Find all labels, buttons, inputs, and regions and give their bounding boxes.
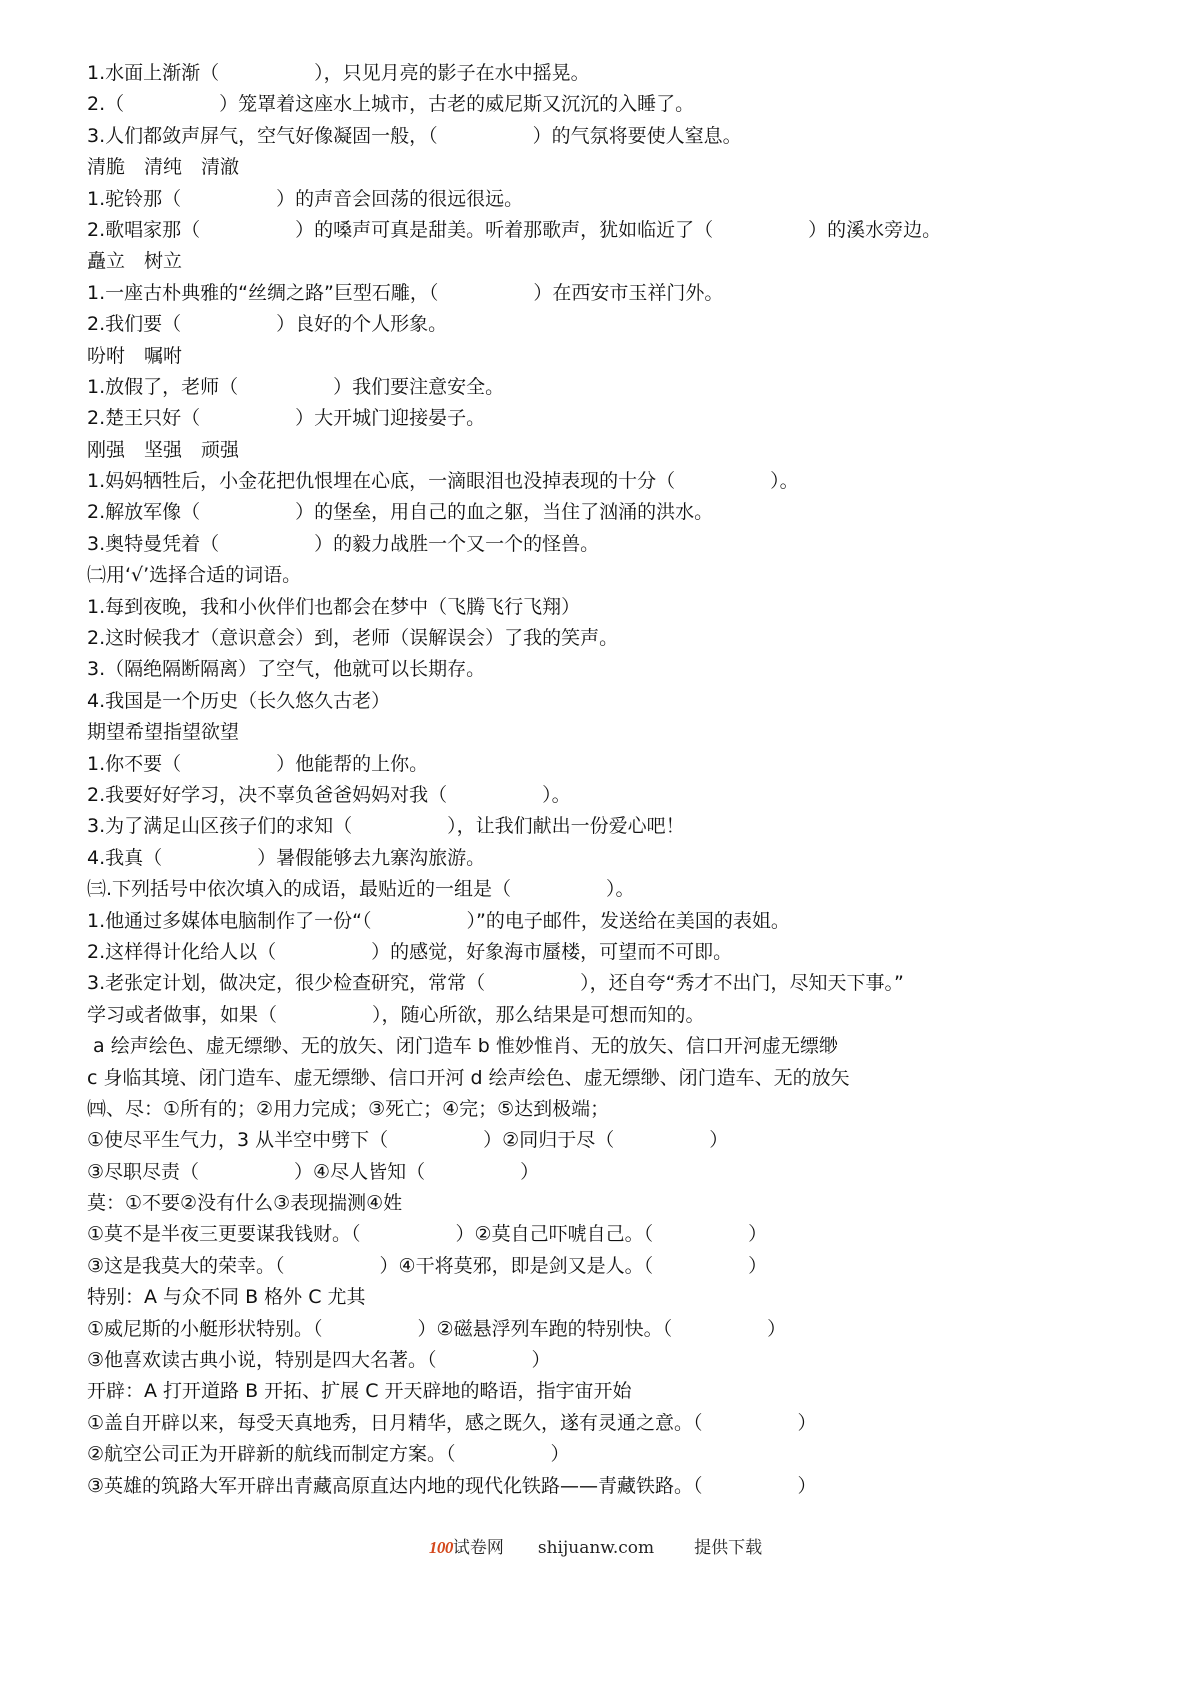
text-line: ①使尽平生气力，3 从半空中劈下（ ）②同归于尽（ ） xyxy=(87,1129,729,1152)
text-line: 1.驼铃那（ ）的声音会回荡的很远很远。 xyxy=(87,187,524,210)
text-line: ㈢.下列括号中依次填入的成语，最贴近的一组是（ ）。 xyxy=(87,878,635,901)
text-line: ㈡用‘√’选择合适的词语。 xyxy=(87,564,302,587)
text-line: 1.水面上渐渐（ ），只见月亮的影子在水中摇晃。 xyxy=(87,62,590,84)
text-line: 1.每到夜晚，我和小伙伴们也都会在梦中（飞腾飞行飞翔） xyxy=(87,595,581,618)
text-line: ①莫不是半夜三更要谋我钱财。（ ）②莫自己吓唬自己。（ ） xyxy=(87,1223,768,1246)
text-line: ②航空公司正为开辟新的航线而制定方案。（ ） xyxy=(87,1443,570,1466)
text-line: ①盖自开辟以来，每受天真地秀，日月精华，感之既久，遂有灵通之意。（ ） xyxy=(87,1411,817,1434)
text-line: 3.奥特曼凭着（ ）的毅力战胜一个又一个的怪兽。 xyxy=(87,532,600,555)
text-line: 1.你不要（ ）他能帮的上你。 xyxy=(87,752,429,775)
footer-tagline: 提供下载 xyxy=(694,1538,763,1558)
text-line: 2.这时候我才（意识意会）到，老师（误解误会）了我的笑声。 xyxy=(87,627,619,650)
text-line: ㈣、尽：①所有的；②用力完成；③死亡；④完；⑤达到极端； xyxy=(87,1097,610,1120)
text-line: 2.（ ）笼罩着这座水上城市，古老的威尼斯又沉沉的入睡了。 xyxy=(87,93,695,116)
text-line: 4.我真（ ）暑假能够去九寨沟旅游。 xyxy=(87,846,486,869)
text-line: ③这是我莫大的荣幸。（ ）④干将莫邪，即是剑又是人。（ ） xyxy=(87,1254,768,1277)
text-line: 2.歌唱家那（ ）的嗓声可真是甜美。听着那歌声，犹如临近了（ ）的溪水旁边。 xyxy=(87,218,942,241)
text-line: ③英雄的筑路大军开辟出青藏高原直达内地的现代化铁路——青藏铁路。（ ） xyxy=(87,1474,817,1497)
text-line: 1.放假了，老师（ ）我们要注意安全。 xyxy=(87,375,505,398)
site-domain: shijuanw.com xyxy=(537,1538,655,1558)
document-body xyxy=(87,58,1147,1502)
text-line: 3.（隔绝隔断隔离）了空气，他就可以长期存。 xyxy=(87,658,486,681)
text-line: 4.我国是一个历史（长久悠久古老） xyxy=(87,689,391,712)
text-line: c 身临其境、闭门造车、虚无缥缈、信口开河 d 绘声绘色、虚无缥缈、闭门造车、无的放矢 xyxy=(87,1066,850,1089)
site-name: 试卷网 xyxy=(452,1538,504,1558)
text-line: ③尽职尽责（ ）④尽人皆知（ ） xyxy=(87,1160,540,1183)
text-line: 3.老张定计划，做决定，很少检查研究，常常（ ），还自夸“秀才不出门，尽知天下事。” xyxy=(87,972,904,995)
text-line: 2.这样得计化给人以（ ）的感觉，好象海市蜃楼，可望而不可即。 xyxy=(87,940,733,963)
text-line: 2.我要好好学习，决不辜负爸爸妈妈对我（ ）。 xyxy=(87,783,571,806)
text-line: 1.妈妈牺牲后，小金花把仇恨埋在心底，一滴眼泪也没掉表现的十分（ ）。 xyxy=(87,470,799,493)
text-line: 矗立 树立 xyxy=(87,250,183,273)
text-line: 3.为了满足山区孩子们的求知（ ），让我们献出一份爱心吧！ xyxy=(87,815,685,838)
text-line: 莫：①不要②没有什么③表现揣测④姓 xyxy=(87,1192,403,1215)
footer xyxy=(0,1533,1191,1558)
text-line: 1.一座古朴典雅的“丝绸之路”巨型石雕，（ ）在西安市玉祥门外。 xyxy=(87,281,724,304)
text-line: 吩咐 嘱咐 xyxy=(87,344,183,367)
text-line: ①威尼斯的小艇形状特别。（ ）②磁悬浮列车跑的特别快。（ ） xyxy=(87,1317,787,1340)
site-logo: 100 xyxy=(428,1538,453,1557)
text-line: 学习或者做事，如果（ ），随心所欲，那么结果是可想而知的。 xyxy=(87,1003,705,1026)
text-line: 期望希望指望欲望 xyxy=(87,721,240,744)
text-line: 3.人们都敛声屏气，空气好像凝固一般，（ ）的气氛将要使人窒息。 xyxy=(87,124,742,147)
text-line: 刚强 坚强 顽强 xyxy=(87,438,240,461)
text-line: a 绘声绘色、虚无缥缈、无的放矢、闭门造车 b 惟妙惟肖、无的放矢、信口开河虚无缥缈 xyxy=(87,1035,838,1058)
text-line: 2.我们要（ ）良好的个人形象。 xyxy=(87,313,448,336)
text-line: 1.他通过多媒体电脑制作了一份“（ ）”的电子邮件，发送给在美国的表姐。 xyxy=(87,909,790,932)
text-line: 清脆 清纯 清澈 xyxy=(87,156,240,179)
text-line: ③他喜欢读古典小说，特别是四大名著。（ ） xyxy=(87,1349,551,1372)
text-line: 开辟：A 打开道路 B 开拓、扩展 C 开天辟地的略语，指宇宙开始 xyxy=(87,1380,632,1403)
text-line: 2.解放军像（ ）的堡垒，用自己的血之躯，当住了汹涌的洪水。 xyxy=(87,501,714,524)
text-line: 特别：A 与众不同 B 格外 C 尤其 xyxy=(87,1286,366,1309)
text-line: 2.楚王只好（ ）大开城门迎接晏子。 xyxy=(87,407,486,430)
